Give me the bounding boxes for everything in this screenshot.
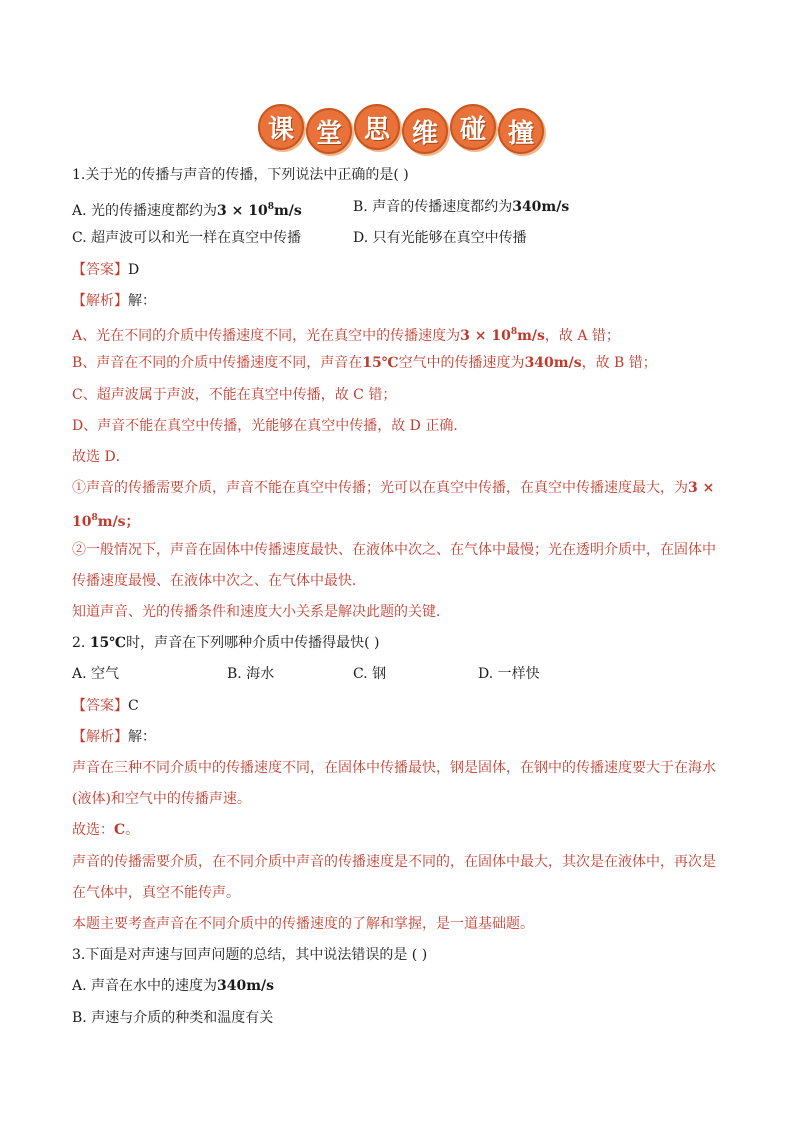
q2-option-a: A. 空气 xyxy=(72,666,120,682)
q1-analysis-b xyxy=(72,353,657,373)
answer-label: 【答案】 xyxy=(72,262,128,278)
q2-math: 15℃ xyxy=(89,635,127,651)
q3-option-a xyxy=(72,976,274,996)
note-marker: ① xyxy=(72,480,86,496)
q2-analysis-line-2: (液体)和空气中的传播声速。 xyxy=(72,791,251,807)
analysis-exp: 8 xyxy=(510,327,518,337)
q1-note-3: 知道声音、光的传播条件和速度大小关系是解决此题的关键． xyxy=(72,604,450,620)
choose-text: 。 xyxy=(125,822,140,838)
q2-option-b: B. 海水 xyxy=(227,666,275,682)
q2-analysis-line-3: 声音的传播需要介质，在不同介质中声音的传播速度是不同的，在固体中最大，其次是在液体中，再次是 xyxy=(72,854,716,870)
q1-analysis-a xyxy=(72,322,620,346)
q1-option-a-math: 3 × 10 xyxy=(217,203,268,219)
note-marker: ② xyxy=(72,542,86,558)
banner-char: 维 xyxy=(402,108,448,154)
section-banner xyxy=(258,104,544,150)
banner-char: 思 xyxy=(354,104,400,150)
q1-note-1 xyxy=(72,478,714,498)
banner-char: 碰 xyxy=(450,104,496,150)
banner-char: 堂 xyxy=(306,108,352,154)
choose-text: 故选： xyxy=(72,822,114,838)
note-text: 一般情况下，声音在固体中传播速度最快、在液体中次之、在气体中最慢；光在透明介质中，在固体中 xyxy=(86,542,716,558)
q1-note-1-cont xyxy=(72,508,140,532)
q2-analysis-line-5: 本题主要考查声音在不同介质中的传播速度的了解和掌握，是一道基础题。 xyxy=(72,916,534,932)
q2-stem xyxy=(72,633,379,653)
answer-value: D xyxy=(128,262,140,278)
q2-analysis-line-4: 在气体中，真空不能传声。 xyxy=(72,885,240,901)
analysis-unit: m/s xyxy=(517,328,545,344)
answer-label: 【答案】 xyxy=(72,698,128,714)
analysis-text: ，故 B 错； xyxy=(581,355,657,371)
q3-option-b: B. 声速与介质的种类和温度有关 xyxy=(72,1010,274,1026)
analysis-math: 3 × 10 xyxy=(460,328,511,344)
analysis-tail: 解： xyxy=(128,293,156,309)
q2-analysis-line-1: 声音在三种不同介质中的传播速度不同，在固体中传播最快，钢是固体，在钢中的传播速度要大于在海水 xyxy=(72,760,716,776)
q3-stem: 3.下面是对声速与回声问题的总结，其中说法错误的是 ( ) xyxy=(72,947,428,963)
q3-option-a-math: 340m/s xyxy=(217,978,275,994)
q2-analysis-heading xyxy=(72,727,156,747)
analysis-text: ，故 A 错； xyxy=(544,328,620,344)
note-math: 3 × xyxy=(688,480,715,496)
note-math: 10 xyxy=(72,514,92,530)
q1-option-b-text: B. 声音的传播速度都约为 xyxy=(353,199,513,215)
answer-value: C xyxy=(128,698,139,714)
banner-char: 课 xyxy=(258,104,304,150)
q1-answer xyxy=(72,260,139,280)
note-exp: 8 xyxy=(91,513,98,523)
q1-option-a-unit: m/s xyxy=(273,203,302,219)
q1-option-c: C. 超声波可以和光一样在真空中传播 xyxy=(72,230,302,246)
q2-choose xyxy=(72,820,139,840)
q1-option-a-exp: 8 xyxy=(267,202,274,212)
note-text: 声音的传播需要介质，声音不能在真空中传播；光可以在真空中传播，在真空中传播速度最大，为 xyxy=(86,480,688,496)
q3-option-a-text: A. 声音在水中的速度为 xyxy=(72,978,218,994)
analysis-label: 【解析】 xyxy=(72,729,128,745)
analysis-text: A、光在不同的介质中传播速度不同，光在真空中的传播速度为 xyxy=(72,328,461,344)
note-unit: m/s； xyxy=(97,514,140,530)
q1-option-a xyxy=(72,197,302,221)
q2-stem-text: 时，声音在下列哪种介质中传播得最快( ) xyxy=(126,635,380,651)
q1-analysis-heading xyxy=(72,291,156,311)
analysis-text: B、声音在不同的介质中传播速度不同，声音在 xyxy=(72,355,363,371)
q2-option-d: D. 一样快 xyxy=(478,666,540,682)
analysis-math: 15℃ xyxy=(362,355,399,371)
q1-stem: 1.关于光的传播与声音的传播，下列说法中正确的是( ) xyxy=(72,167,409,183)
q1-note-2 xyxy=(72,540,716,560)
q2-answer xyxy=(72,696,139,716)
analysis-math: 340m/s xyxy=(524,355,582,371)
q1-note-2-cont: 传播速度最慢、在液体中次之、在气体中最快． xyxy=(72,573,366,589)
q1-option-a-text: A. 光的传播速度都约为 xyxy=(72,203,218,219)
q2-option-c: C. 钢 xyxy=(353,666,387,682)
analysis-tail: 解： xyxy=(128,729,156,745)
q1-analysis-d: D、声音不能在真空中传播，光能够在真空中传播，故 D 正确． xyxy=(72,418,468,434)
q1-option-b-math: 340m/s xyxy=(512,199,570,215)
q1-analysis-c: C、超声波属于声波，不能在真空中传播，故 C 错； xyxy=(72,387,397,403)
q1-option-d: D. 只有光能够在真空中传播 xyxy=(353,230,527,246)
q2-number: 2. xyxy=(72,635,90,651)
choose-value: C xyxy=(114,822,126,838)
q1-option-b xyxy=(353,197,569,217)
analysis-text: 空气中的传播速度为 xyxy=(398,355,525,371)
analysis-label: 【解析】 xyxy=(72,293,128,309)
banner-char: 撞 xyxy=(498,108,544,154)
q1-choose: 故选 D． xyxy=(72,449,130,465)
